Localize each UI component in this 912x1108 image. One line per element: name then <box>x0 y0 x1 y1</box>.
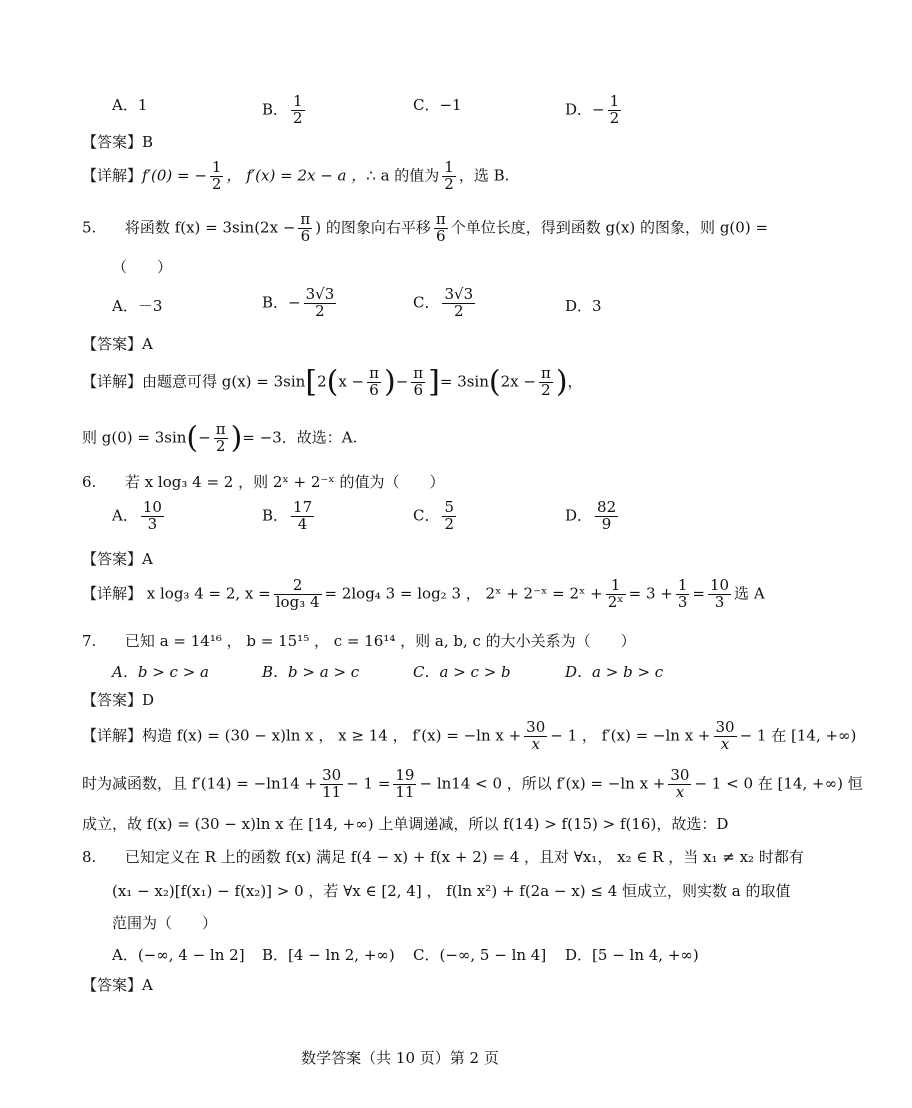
q6-number: 6. <box>82 473 97 491</box>
q7-l2-frac2-den: 11 <box>395 782 415 801</box>
q7-l2-b: − 1 = <box>346 774 391 793</box>
q5-line2-two: 2 <box>215 436 226 455</box>
q7-l1-frac-den: x <box>531 734 540 753</box>
q5-stem-pi: π <box>300 210 311 228</box>
q8-option-b: B．[4 − ln 2, +∞) <box>262 946 395 964</box>
q4-option-c: C．−1 <box>413 96 462 114</box>
q4-detail-c: ∴ a 的值为 <box>366 166 440 185</box>
q5-stem-six: 6 <box>300 226 311 245</box>
q5-option-b <box>262 287 339 320</box>
q7-l2-frac-den: 11 <box>322 782 342 801</box>
q5-detail-two: 2 <box>541 380 551 399</box>
page-footer: 数学答案（共 10 页）第 2 页 <box>301 1049 499 1067</box>
q8-stem-line1 <box>82 846 882 867</box>
q4-detail-num2: 1 <box>444 158 454 176</box>
q7-option-a: A．b > c > a <box>112 663 209 681</box>
q6-option-b-label: B． <box>262 506 289 525</box>
q7-stem-text: 已知 a = 14¹⁶ ， b = 15¹⁵ ， c = 16¹⁴ ，则 a, b, c 的大小关系为（ ） <box>124 632 636 650</box>
q5-detail-line1 <box>82 366 882 399</box>
q4-option-b-label: B． <box>262 100 289 119</box>
q5-detail-pi3: π <box>540 364 551 382</box>
q5-detail-b: 2 <box>317 372 327 391</box>
q6-option-b <box>262 500 317 533</box>
q5-bracket-close: ] <box>428 364 440 400</box>
q6-detail-frac-num: 2 <box>274 578 322 595</box>
q8-stem-line3: 范围为（ ） <box>112 914 218 932</box>
q6-option-c <box>413 500 459 533</box>
q6-option-c-num: 5 <box>444 498 455 516</box>
q7-l2-frac3-den: x <box>675 782 685 801</box>
q6-detail-frac2-num: 1 <box>606 578 626 595</box>
q5-stem-b: ) 的图象向右平移 <box>315 218 431 237</box>
q6-detail-frac-den: log₃ 4 <box>275 592 320 611</box>
q7-l2-frac3-num: 30 <box>670 766 690 784</box>
q5-stem-a: 将函数 f(x) = 3sin(2x − <box>124 218 296 237</box>
q5-detail-f: 2x − <box>500 372 536 391</box>
q8-stem-line2: (x₁ − x₂)[f(x₁) − f(x₂)] > 0 ，若 ∀x ∈ [2, 4] ， f(ln x²) + f(2a − x) ≤ 4 恒成立，则实数 a 的取值 <box>112 882 791 900</box>
q5-detail-g: ， <box>567 372 583 391</box>
q4-detail-d: ，选 B. <box>458 166 510 185</box>
q8-stem1: 已知定义在 R 上的函数 f(x) 满足 f(4 − x) + f(x + 2) = 4 ，且对 ∀x₁， x₂ ∈ R ，当 x₁ ≠ x₂ 时都有 <box>124 848 804 866</box>
q7-detail-line3: 成立，故 f(x) = (30 − x)ln x 在 [14, +∞) 上单调递减，所以 f(14) > f(15) > f(16)，故选：D <box>82 815 729 833</box>
q6-answer: 【答案】A <box>82 550 153 568</box>
q5-paren-close2: ) <box>555 364 568 400</box>
q5-option-c-den: 2 <box>454 301 464 320</box>
q7-stem <box>82 630 882 651</box>
q5-detail-a: 【详解】由题意可得 g(x) = 3sin <box>82 372 306 391</box>
q6-detail-frac4-den: 3 <box>714 592 725 611</box>
q6-detail-b: = 2log₄ 3 = log₂ 3 ， 2ˣ + 2⁻ˣ = 2ˣ + <box>324 584 603 603</box>
q5-option-b-label: B．− <box>262 293 301 312</box>
q4-option-d-label: D．− <box>565 100 605 119</box>
q5-line2-c: = −3．故选：A. <box>242 428 358 447</box>
q5-option-c-num: 3√3 <box>444 285 474 303</box>
q4-option-b-num: 1 <box>293 92 303 110</box>
q7-option-d: D．a > b > c <box>565 663 664 681</box>
q4-detail-label: 【详解】 <box>82 166 143 185</box>
q4-option-b <box>262 94 308 127</box>
q5-detail-six1: 6 <box>369 380 379 399</box>
q5-paren: （ ） <box>112 258 173 276</box>
q7-answer: 【答案】D <box>82 691 155 709</box>
q7-l1-b: − 1 ， f′(x) = −ln x + <box>550 726 711 745</box>
q7-l2-d: − 1 < 0 在 [14, +∞) 恒 <box>694 774 863 793</box>
q5-option-b-den: 2 <box>315 301 325 320</box>
q6-option-b-num: 17 <box>293 498 313 516</box>
q8-option-a: A．(−∞, 4 − ln 2] <box>112 946 245 964</box>
q6-option-d-den: 9 <box>601 514 612 533</box>
q4-option-d-num: 1 <box>609 92 620 110</box>
q7-detail-line1 <box>82 720 882 753</box>
q5-line2-paren-open: ( <box>186 420 199 456</box>
q6-detail-frac3-num: 1 <box>677 576 688 594</box>
q6-detail-c: = 3 + <box>628 584 673 603</box>
q5-detail-six2: 6 <box>413 380 423 399</box>
q5-detail-c: x − <box>338 372 365 391</box>
q5-line2-pi: π <box>215 420 226 438</box>
q7-l1-frac2-den: x <box>720 734 730 753</box>
q6-detail <box>82 578 882 611</box>
q4-answer: 【答案】B <box>82 133 154 151</box>
q6-stem-text: 若 x log₃ 4 = 2 ，则 2ˣ + 2⁻ˣ 的值为（ ） <box>124 473 445 491</box>
q5-line2-paren-close: ) <box>230 420 243 456</box>
q5-line2-a: 则 g(0) = 3sin <box>82 428 187 447</box>
q8-option-d: D．[5 − ln 4, +∞) <box>565 946 699 964</box>
q6-detail-frac3-den: 3 <box>677 592 688 611</box>
q5-option-c <box>413 287 478 320</box>
q4-option-a: A．1 <box>112 96 148 114</box>
q6-option-d-num: 82 <box>597 498 617 516</box>
q6-detail-frac2-den: 2ˣ <box>607 592 624 611</box>
q6-detail-frac4-num: 10 <box>709 576 730 594</box>
q5-detail-pi2: π <box>413 364 424 382</box>
q6-stem <box>82 471 882 492</box>
q8-number: 8. <box>82 848 97 866</box>
q6-option-a <box>112 500 167 533</box>
q7-l1-a: 【详解】构造 f(x) = (30 − x)ln x ， x ≥ 14 ， f′(x) = −ln x + <box>82 726 522 745</box>
q5-paren-open: ( <box>326 364 339 400</box>
q5-option-a: A．－3 <box>112 297 163 315</box>
q6-option-d <box>565 500 621 533</box>
q5-line2-b: − <box>198 428 211 447</box>
q4-option-d <box>565 94 624 127</box>
q5-stem-six2: 6 <box>436 226 446 245</box>
q7-detail-line2 <box>82 768 882 801</box>
q4-detail-den2: 2 <box>444 174 454 193</box>
q7-option-b: B．b > a > c <box>262 663 360 681</box>
q5-stem-c: 个单位长度，得到函数 g(x) 的图象，则 g(0) = <box>450 218 769 237</box>
q5-stem-pi2: π <box>435 210 446 228</box>
q6-option-a-num: 10 <box>142 498 162 516</box>
q7-number: 7. <box>82 632 97 650</box>
q5-answer: 【答案】A <box>82 335 153 353</box>
q4-option-d-den: 2 <box>609 108 620 127</box>
q4-detail-den: 2 <box>211 174 222 193</box>
q5-bracket-open: [ <box>305 364 318 400</box>
q6-option-c-den: 2 <box>444 514 455 533</box>
q6-detail-a: 【详解】 x log₃ 4 = 2, x = <box>82 584 271 603</box>
q5-detail-e: = 3sin <box>439 372 489 391</box>
q5-detail-line2 <box>82 422 882 455</box>
q4-option-b-den: 2 <box>293 108 303 127</box>
q4-detail-num: 1 <box>211 158 222 176</box>
q5-stem <box>82 212 882 245</box>
q8-option-c: C．(−∞, 5 − ln 4] <box>413 946 547 964</box>
q6-detail-d: = <box>692 584 705 603</box>
q6-option-a-label: A． <box>112 506 138 525</box>
q7-l2-a: 时为减函数，且 f′(14) = −ln14 + <box>82 774 318 793</box>
q4-detail-a: f′(0) = − <box>142 166 207 185</box>
q5-number: 5. <box>82 218 97 237</box>
q6-option-b-den: 4 <box>297 514 308 533</box>
q5-paren-close: ) <box>383 364 396 400</box>
q6-detail-e: 选 A <box>734 584 765 603</box>
q7-l2-frac-num: 30 <box>322 766 342 784</box>
q6-option-d-label: D． <box>565 506 593 525</box>
q5-paren-open2: ( <box>488 364 501 400</box>
q5-option-d: D．3 <box>565 297 602 315</box>
q7-l2-frac2-num: 19 <box>395 766 415 784</box>
q7-l1-frac-num: 30 <box>526 718 546 736</box>
q5-option-b-num: 3√3 <box>305 285 335 303</box>
q5-detail-pi1: π <box>369 364 379 382</box>
q6-option-c-label: C． <box>413 506 440 525</box>
q5-option-c-label: C． <box>413 293 440 312</box>
q4-detail <box>82 160 882 193</box>
q7-l2-c: − ln14 < 0 ，所以 f′(x) = −ln x + <box>419 774 666 793</box>
q8-answer: 【答案】A <box>82 976 153 994</box>
q4-detail-b: ， f′(x) = 2x − a ， <box>226 166 367 185</box>
q7-l1-frac2-num: 30 <box>715 718 735 736</box>
q7-l1-c: − 1 在 [14, +∞) <box>739 726 857 745</box>
q5-detail-d: − <box>395 372 409 391</box>
q6-option-a-den: 3 <box>147 514 158 533</box>
q7-option-c: C．a > c > b <box>413 663 511 681</box>
